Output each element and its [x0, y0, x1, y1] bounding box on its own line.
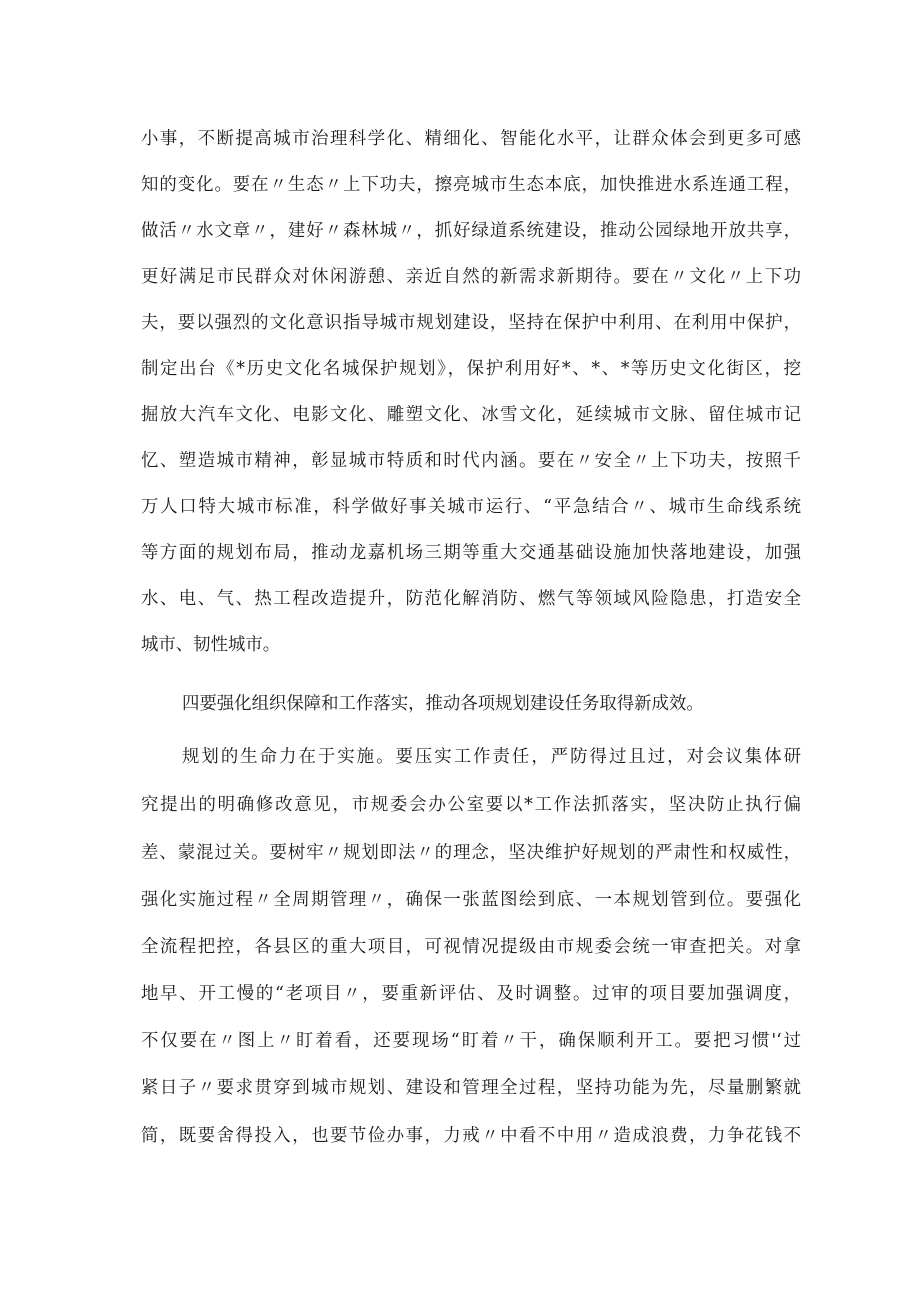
text-line: 做活〃水文章〃，建好〃森林城〃，抓好绿道系统建设，推动公园绿地开放共享，: [141, 221, 801, 241]
text-line: 不仅要在〃图上〃盯着看，还要现场“盯着〃干，确保顺利开工。要把习惯'‘过: [141, 1031, 801, 1051]
text-line: 制定出台《*历史文化名城保护规划》，保护利用好*、*、*等历史文化街区，挖: [141, 359, 801, 379]
text-line: 地早、开工慢的“老项目〃，要重新评估、及时调整。过审的项目要加强调度，: [141, 984, 801, 1004]
text-line: 掘放大汽车文化、电影文化、雕塑文化、冰雪文化，延续城市文脉、留住城市记: [141, 405, 801, 425]
text-line: 知的变化。要在〃生态〃上下功夫，擦亮城市生态本底，加快推进水系连通工程，: [141, 175, 801, 195]
text-line: 忆、塑造城市精神，彰显城市特质和时代内涵。要在〃安全〃上下功夫，按照千: [141, 451, 801, 471]
text-line: 差、蒙混过关。要树牢〃规划即法〃的理念，坚决维护好规划的严肃性和权威性，: [141, 843, 801, 863]
text-line: 强化实施过程〃全周期管理〃，确保一张蓝图绘到底、一本规划管到位。要强化: [141, 890, 801, 910]
text-line: 城市、韧性城市。: [141, 635, 281, 655]
text-line: 规划的生命力在于实施。要压实工作责任，严防得过且过，对会议集体研: [182, 747, 801, 767]
section-heading: 四要强化组织保障和工作落实，推动各项规划建设任务取得新成效。: [182, 694, 704, 714]
text-line: 万人口特大城市标准，科学做好事关城市运行、“平急结合〃、城市生命线系统: [141, 497, 801, 517]
text-line: 简，既要舍得投入，也要节俭办事，力戒〃中看不中用〃造成浪费，力争花钱不: [141, 1126, 801, 1146]
text-line: 夫，要以强烈的文化意识指导城市规划建设，坚持在保护中利用、在利用中保护，: [141, 313, 801, 333]
text-line: 紧日子〃要求贯穿到城市规划、建设和管理全过程，坚持功能为先，尽量删繁就: [141, 1078, 801, 1098]
text-line: 究提出的明确修改意见，市规委会办公室要以*工作法抓落实，坚决防止执行偏: [141, 795, 801, 815]
text-line: 全流程把控，各县区的重大项目，可视情况提级由市规委会统一审查把关。对拿: [141, 937, 801, 957]
text-line: 更好满足市民群众对休闲游憩、亲近自然的新需求新期待。要在〃文化〃上下功: [141, 267, 801, 287]
text-line: 水、电、气、热工程改造提升，防范化解消防、燃气等领域风险隐患，打造安全: [141, 589, 801, 609]
text-line: 等方面的规划布局，推动龙嘉机场三期等重大交通基础设施加快落地建设，加强: [141, 543, 801, 563]
text-line: 小事，不断提高城市治理科学化、精细化、智能化水平，让群众体会到更多可感: [141, 129, 801, 149]
